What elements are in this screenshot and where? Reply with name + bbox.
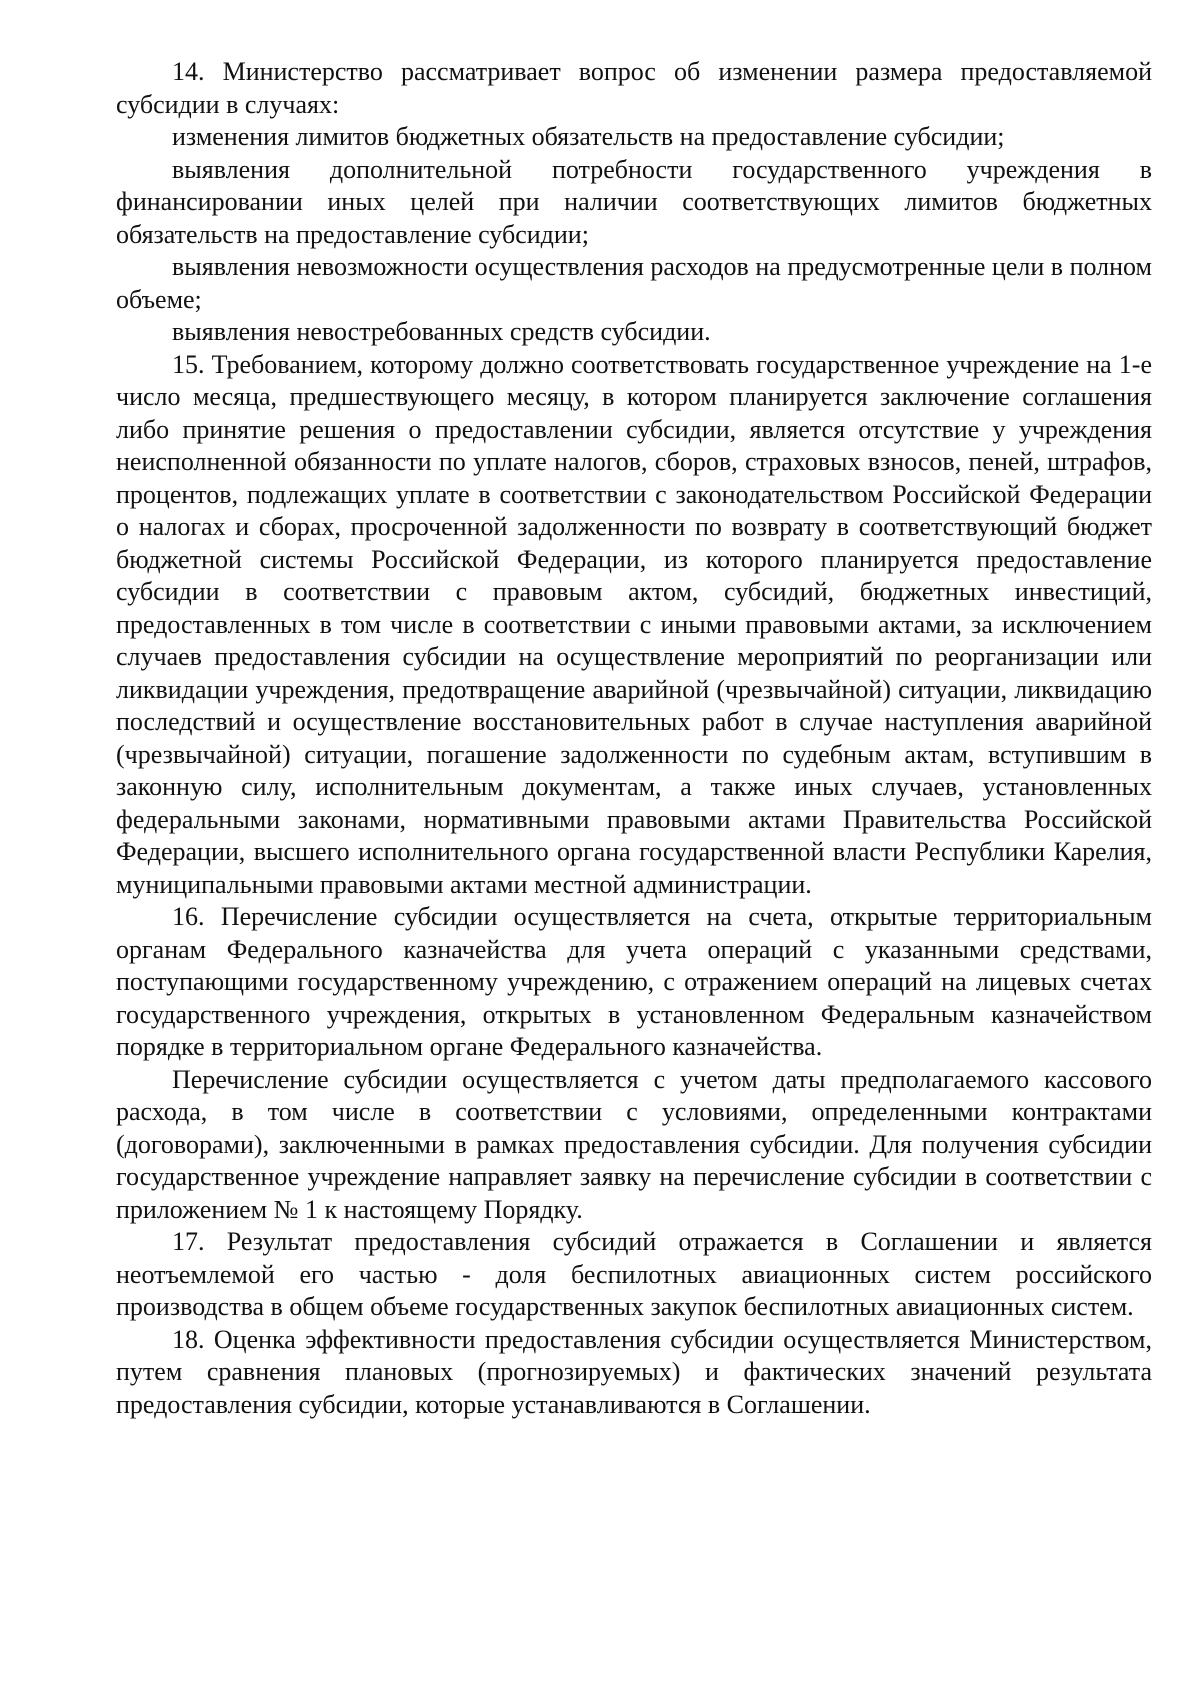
paragraph-additional-need: выявления дополнительной потребности государственного учреждения в финансировании иных целей при наличии соответствующих лимитов бюджетных обязательств на предоставление субсидии; xyxy=(116,154,1152,249)
paragraph-15: 15. Требованием, которому должно соответствовать государственное учреждение на 1-е число месяца, предшествующего месяцу, в котором планируется заключение соглашения либо принятие решения о предоставлении субсидии, является отсутствие у учреждения неисполненной обязанности по уплате налогов, сборов, страховых взносов, пеней, штрафов, процентов, подлежащих уплате в соответствии с законодательством Российской Федерации о налогах и сборах, просроченной задолженности по возврату в соответствующий бюджет бюджетной системы Российской Федерации, из которого планируется предоставление субсидии в соответствии с правовым актом, субсидий, бюджетных инвестиций, предоставленных в том числе в соответствии с иными правовыми актами, за исключением случаев предоставления субсидии на осуществление мероприятий по реорганизации или ликвидации учреждения, предотвращение аварийной (чрезвычайной) ситуации, ликвидацию последствий и осуществление восстановительных работ в случае наступления аварийной (чрезвычайной) ситуации, погашение задолженности по судебным актам, вступившим в законную силу, исполнительным документам, а также иных случаев, установленных федеральными законами, нормативными правовыми актами Правительства Российской Федерации, высшего исполнительного органа государственной власти Республики Карелия, муниципальными правовыми актами местной администрации. xyxy=(116,349,1152,899)
paragraph-unclaimed-funds: выявления невостребованных средств субсидии. xyxy=(172,317,711,346)
paragraph-budget-limits: изменения лимитов бюджетных обязательств на предоставление субсидии; xyxy=(172,122,1005,151)
paragraph-18: 18. Оценка эффективности предоставления субсидии осуществляется Министерством, путем сравнения плановых (прогнозируемых) и фактических значений результата предоставления субсидии, которые устанавливаются в Соглашении. xyxy=(116,1324,1152,1419)
paragraph-16-transfer: Перечисление субсидии осуществляется с учетом даты предполагаемого кассового расхода, в том числе в соответствии с условиями, определенными контрактами (договорами), заключенными в рамках предоставления субсидии. Для получения субсидии государственное учреждение направляет заявку на перечисление субсидии в соответствии с приложением № 1 к настоящему Порядку. xyxy=(116,1064,1152,1224)
paragraph-16: 16. Перечисление субсидии осуществляется на счета, открытые территориальным органам Федерального казначейства для учета операций с указанными средствами, поступающими государственному учреждению, с отражением операций на лицевых счетах государственного учреждения, открытых в установленном Федеральным казначейством порядке в территориальном органе Федерального казначейства. xyxy=(116,902,1152,1061)
paragraph-17: 17. Результат предоставления субсидий отражается в Соглашении и является неотъемлемой его частью - доля беспилотных авиационных систем российского производства в общем объеме государственных закупок беспилотных авиационных систем. xyxy=(116,1227,1152,1321)
document-page xyxy=(116,56,1152,1421)
paragraph-14: 14. Министерство рассматривает вопрос об изменении размера предоставляемой субсидии в случаях: xyxy=(116,57,1152,119)
paragraph-impossibility: выявления невозможности осуществления расходов на предусмотренные цели в полном объеме; xyxy=(116,252,1152,314)
